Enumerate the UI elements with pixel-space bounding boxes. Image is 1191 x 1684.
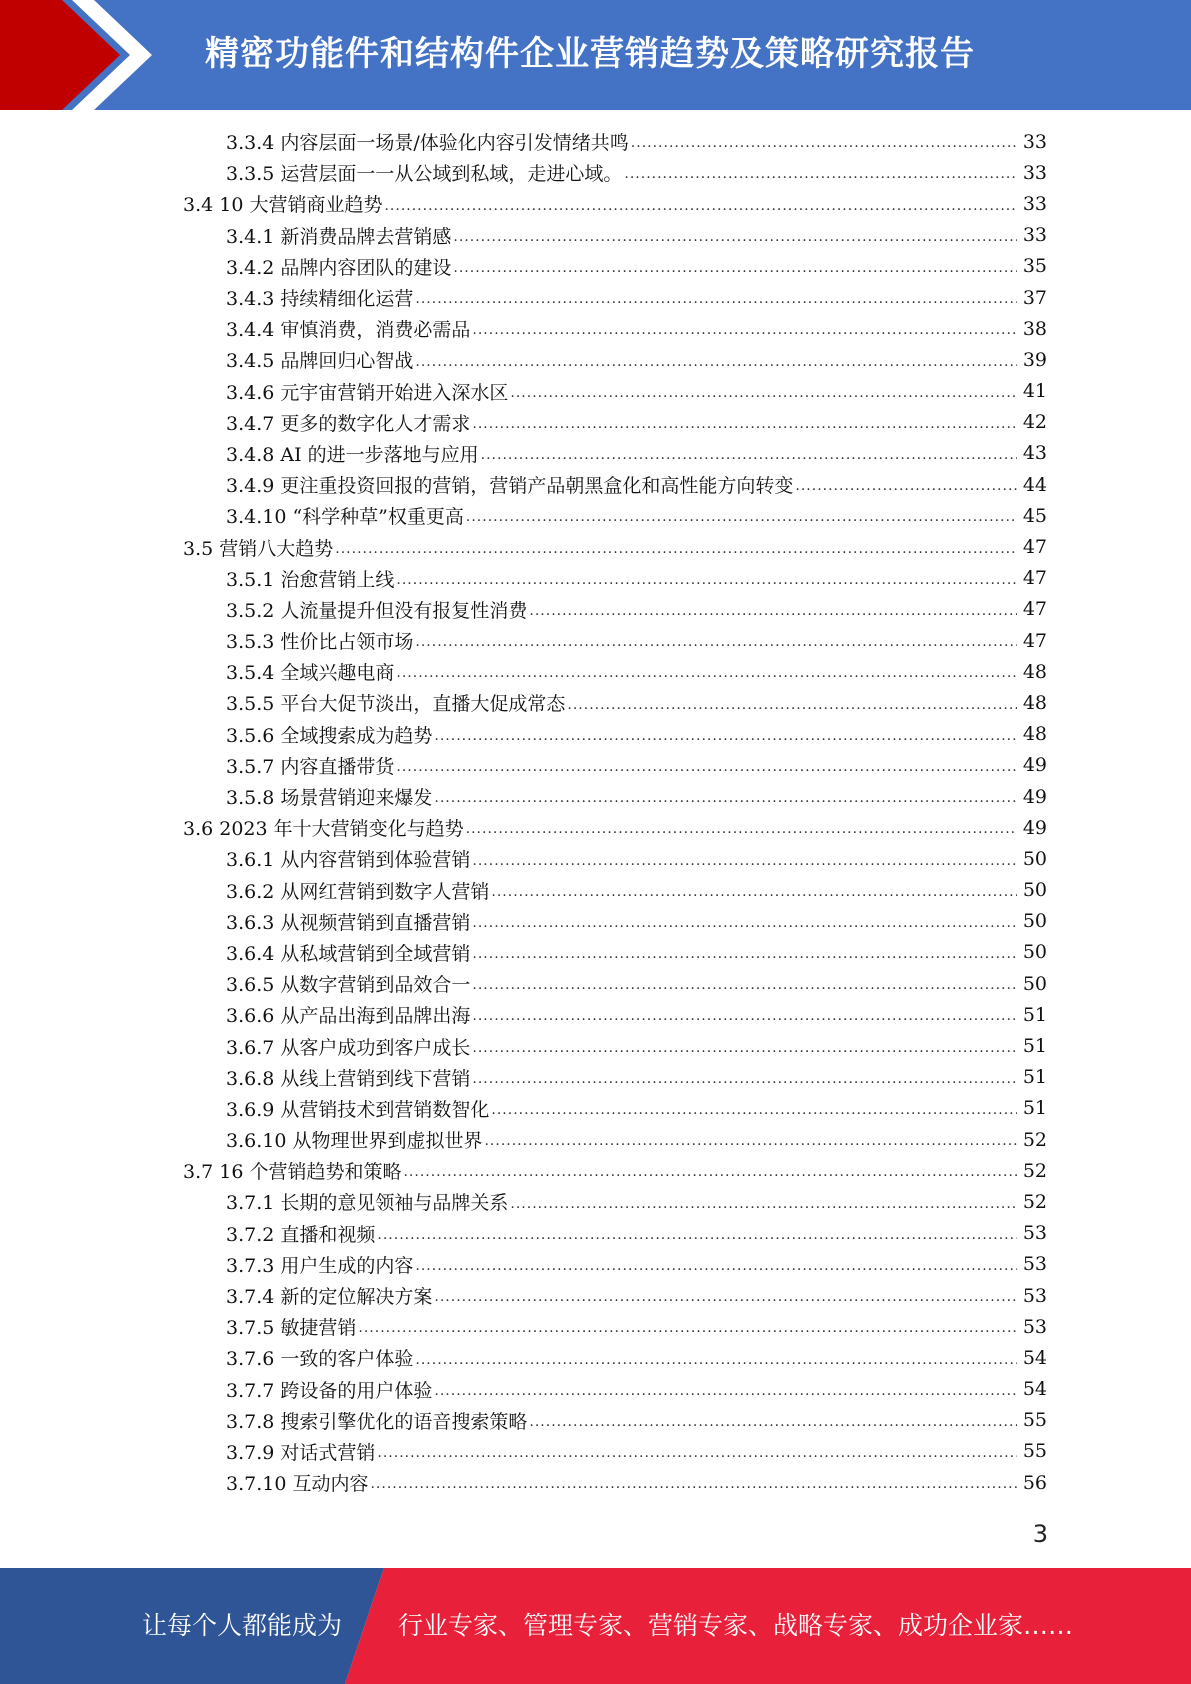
- toc-leader-dots: [453, 229, 1017, 245]
- toc-leader-dots: [529, 603, 1017, 619]
- toc-leader-dots: [472, 946, 1017, 962]
- footer-slogan: 让每个人都能成为: [142, 1611, 343, 1640]
- toc-entry[interactable]: [0, 563, 1191, 594]
- page-number: 3: [1032, 1520, 1048, 1548]
- toc-entry-page: 47: [1022, 536, 1047, 559]
- toc-entry[interactable]: [0, 438, 1191, 469]
- toc-entry-page: 51: [1022, 1097, 1047, 1120]
- toc-entry-page: 50: [1022, 910, 1047, 933]
- toc-entry-title: 3.5.1 治愈营销上线: [226, 568, 395, 591]
- toc-entry[interactable]: [0, 157, 1191, 188]
- toc-entry[interactable]: [0, 937, 1191, 968]
- toc-entry[interactable]: [0, 781, 1191, 812]
- toc-entry-page: 50: [1022, 941, 1047, 964]
- toc-entry[interactable]: [0, 1311, 1191, 1342]
- toc-entry[interactable]: [0, 1280, 1191, 1311]
- toc-leader-dots: [466, 821, 1017, 837]
- toc-entry-title: 3.5.5 平台大促节淡出，直播大促成常态: [226, 693, 566, 716]
- toc-entry-title: 3.7.8 搜索引擎优化的语音搜索策略: [226, 1410, 528, 1433]
- toc-entry[interactable]: [0, 251, 1191, 282]
- toc-entry-page: 51: [1022, 1003, 1047, 1026]
- toc-entry[interactable]: [0, 1062, 1191, 1093]
- toc-entry[interactable]: [0, 968, 1191, 999]
- toc-entry[interactable]: [0, 843, 1191, 874]
- toc-leader-dots: [466, 509, 1017, 525]
- toc-entry-page: 39: [1022, 348, 1047, 371]
- toc-entry-title: 3.7.6 一致的客户体验: [226, 1348, 414, 1371]
- toc-entry-page: 53: [1022, 1253, 1047, 1276]
- toc-entry-title: 3.4.8 AI 的进一步落地与应用: [226, 443, 479, 466]
- toc-entry-title: 3.5.3 性价比占领市场: [226, 631, 414, 654]
- toc-entry-title: 3.7.7 跨设备的用户体验: [226, 1379, 433, 1402]
- toc-entry-page: 54: [1022, 1346, 1047, 1369]
- toc-leader-dots: [434, 1383, 1017, 1399]
- toc-entry-title: 3.4 10 大营销商业趋势: [183, 194, 383, 217]
- toc-entry[interactable]: [0, 1374, 1191, 1405]
- toc-leader-dots: [377, 1227, 1017, 1243]
- toc-entry-page: 50: [1022, 972, 1047, 995]
- toc-entry-page: 33: [1022, 130, 1047, 153]
- toc-entry[interactable]: [0, 1342, 1191, 1373]
- toc-entry-page: 51: [1022, 1035, 1047, 1058]
- toc-entry[interactable]: [0, 188, 1191, 219]
- toc-entry-page: 43: [1022, 442, 1047, 465]
- toc-entry-title: 3.7.10 互动内容: [226, 1473, 369, 1496]
- toc-leader-dots: [472, 977, 1017, 993]
- toc-leader-dots: [510, 385, 1017, 401]
- toc-entry[interactable]: [0, 1249, 1191, 1280]
- toc-entry[interactable]: [0, 656, 1191, 687]
- toc-leader-dots: [396, 759, 1017, 775]
- toc-leader-dots: [434, 790, 1017, 806]
- toc-entry-title: 3.5.8 场景营销迎来爆发: [226, 787, 433, 810]
- toc-leader-dots: [384, 198, 1017, 214]
- toc-leader-dots: [472, 1071, 1017, 1087]
- toc-entry[interactable]: [0, 1030, 1191, 1061]
- footer-banner: [0, 1568, 1191, 1684]
- toc-entry-page: 52: [1022, 1159, 1047, 1182]
- toc-entry-title: 3.5.6 全域搜索成为趋势: [226, 724, 433, 747]
- toc-entry-page: 38: [1022, 317, 1047, 340]
- toc-leader-dots: [491, 884, 1017, 900]
- toc-leader-dots: [415, 634, 1017, 650]
- toc-entry-page: 49: [1022, 754, 1047, 777]
- toc-entry-page: 48: [1022, 691, 1047, 714]
- toc-entry-title: 3.6.6 从产品出海到品牌出海: [226, 1005, 471, 1028]
- toc-entry-title: 3.7.5 敏捷营销: [226, 1317, 357, 1340]
- toc-entry-title: 3.6.3 从视频营销到直播营销: [226, 911, 471, 934]
- toc-entry-page: 51: [1022, 1066, 1047, 1089]
- toc-entry[interactable]: [0, 594, 1191, 625]
- toc-leader-dots: [396, 665, 1017, 681]
- toc-entry-page: 35: [1022, 255, 1047, 278]
- toc-entry-page: 45: [1022, 504, 1047, 527]
- toc-entry[interactable]: [0, 999, 1191, 1030]
- toc-leader-dots: [484, 1133, 1017, 1149]
- toc-entry-title: 3.7.1 长期的意见领袖与品牌关系: [226, 1192, 509, 1215]
- toc-entry-page: 56: [1022, 1471, 1047, 1494]
- toc-leader-dots: [567, 697, 1017, 713]
- toc-entry-page: 55: [1022, 1440, 1047, 1463]
- toc-entry-page: 54: [1022, 1378, 1047, 1401]
- toc-entry[interactable]: [0, 531, 1191, 562]
- toc-leader-dots: [358, 1320, 1017, 1336]
- toc-leader-dots: [335, 541, 1017, 557]
- toc-entry-page: 55: [1022, 1409, 1047, 1432]
- toc-entry-title: 3.6.1 从内容营销到体验营销: [226, 849, 471, 872]
- toc-entry-title: 3.5 营销八大趋势: [183, 537, 334, 560]
- toc-entry-page: 48: [1022, 660, 1047, 683]
- toc-leader-dots: [415, 1352, 1017, 1368]
- toc-entry[interactable]: [0, 906, 1191, 937]
- toc-entry[interactable]: [0, 812, 1191, 843]
- toc-leader-dots: [624, 166, 1017, 182]
- toc-entry-page: 44: [1022, 473, 1047, 496]
- toc-entry-title: 3.6 2023 年十大营销变化与趋势: [183, 818, 464, 841]
- toc-entry-title: 3.7.3 用户生成的内容: [226, 1254, 414, 1277]
- toc-entry-title: 3.4.3 持续精细化运营: [226, 288, 414, 311]
- toc-leader-dots: [370, 1476, 1017, 1492]
- toc-leader-dots: [795, 478, 1017, 494]
- toc-entry[interactable]: [0, 126, 1191, 157]
- toc-entry[interactable]: [0, 1218, 1191, 1249]
- toc-entry-page: 33: [1022, 192, 1047, 215]
- toc-entry[interactable]: [0, 376, 1191, 407]
- toc-entry[interactable]: [0, 469, 1191, 500]
- toc-entry-page: 52: [1022, 1190, 1047, 1213]
- toc-leader-dots: [396, 572, 1017, 588]
- toc-leader-dots: [631, 135, 1017, 151]
- toc-entry[interactable]: [0, 1093, 1191, 1124]
- toc-entry-title: 3.4.4 审慎消费，消费必需品: [226, 319, 471, 342]
- toc-leader-dots: [415, 1258, 1017, 1274]
- table-of-contents: [0, 126, 1191, 1498]
- toc-entry-title: 3.7 16 个营销趋势和策略: [183, 1161, 402, 1184]
- toc-entry-title: 3.5.2 人流量提升但没有报复性消费: [226, 599, 528, 622]
- toc-entry[interactable]: [0, 1124, 1191, 1155]
- toc-leader-dots: [434, 1289, 1017, 1305]
- toc-entry-title: 3.6.4 从私域营销到全域营销: [226, 942, 471, 965]
- toc-entry-title: 3.4.1 新消费品牌去营销感: [226, 225, 452, 248]
- toc-entry-title: 3.6.5 从数字营销到品效合一: [226, 974, 471, 997]
- toc-leader-dots: [403, 1164, 1017, 1180]
- toc-entry-title: 3.4.7 更多的数字化人才需求: [226, 412, 471, 435]
- toc-entry-page: 48: [1022, 723, 1047, 746]
- toc-entry-title: 3.7.9 对话式营销: [226, 1441, 376, 1464]
- footer-expert-list: 行业专家、管理专家、营销专家、战略专家、成功企业家……: [398, 1611, 1074, 1640]
- toc-leader-dots: [472, 915, 1017, 931]
- toc-entry-page: 33: [1022, 161, 1047, 184]
- toc-entry-title: 3.6.8 从线上营销到线下营销: [226, 1067, 471, 1090]
- toc-entry-title: 3.6.10 从物理世界到虚拟世界: [226, 1130, 483, 1153]
- toc-entry-page: 50: [1022, 847, 1047, 870]
- toc-leader-dots: [415, 291, 1017, 307]
- toc-entry-title: 3.4.5 品牌回归心智战: [226, 350, 414, 373]
- toc-entry-title: 3.3.5 运营层面一一从公域到私域，走进心域。: [226, 163, 623, 186]
- toc-entry-page: 33: [1022, 224, 1047, 247]
- toc-entry-page: 42: [1022, 411, 1047, 434]
- toc-leader-dots: [472, 1040, 1017, 1056]
- header-banner: [0, 0, 1191, 110]
- toc-entry[interactable]: [0, 1436, 1191, 1467]
- toc-entry-title: 3.4.10 “科学种草”权重更高: [226, 506, 464, 529]
- toc-entry[interactable]: [0, 687, 1191, 718]
- toc-entry-title: 3.6.2 从网红营销到数字人营销: [226, 880, 490, 903]
- toc-entry[interactable]: [0, 1405, 1191, 1436]
- toc-entry[interactable]: [0, 625, 1191, 656]
- toc-entry-page: 47: [1022, 598, 1047, 621]
- toc-entry[interactable]: [0, 750, 1191, 781]
- toc-entry[interactable]: [0, 313, 1191, 344]
- toc-leader-dots: [529, 1414, 1017, 1430]
- toc-entry[interactable]: [0, 1155, 1191, 1186]
- toc-entry-page: 49: [1022, 785, 1047, 808]
- toc-leader-dots: [510, 1196, 1017, 1212]
- toc-entry-page: 49: [1022, 816, 1047, 839]
- toc-entry-page: 37: [1022, 286, 1047, 309]
- toc-entry[interactable]: [0, 1467, 1191, 1498]
- toc-leader-dots: [481, 447, 1017, 463]
- toc-leader-dots: [377, 1445, 1017, 1461]
- toc-entry[interactable]: [0, 1186, 1191, 1217]
- toc-entry[interactable]: [0, 875, 1191, 906]
- toc-entry-title: 3.4.9 更注重投资回报的营销，营销产品朝黑盒化和高性能方向转变: [226, 475, 794, 498]
- toc-entry[interactable]: [0, 344, 1191, 375]
- toc-entry-page: 53: [1022, 1222, 1047, 1245]
- toc-entry-title: 3.7.2 直播和视频: [226, 1223, 376, 1246]
- toc-entry-title: 3.6.9 从营销技术到营销数智化: [226, 1098, 490, 1121]
- toc-entry-title: 3.4.2 品牌内容团队的建设: [226, 256, 452, 279]
- toc-entry-page: 53: [1022, 1284, 1047, 1307]
- toc-entry-title: 3.7.4 新的定位解决方案: [226, 1286, 433, 1309]
- toc-entry-title: 3.5.4 全域兴趣电商: [226, 662, 395, 685]
- toc-leader-dots: [453, 260, 1017, 276]
- toc-leader-dots: [472, 853, 1017, 869]
- toc-entry[interactable]: [0, 282, 1191, 313]
- toc-entry-title: 3.6.7 从客户成功到客户成长: [226, 1036, 471, 1059]
- toc-entry-title: 3.5.7 内容直播带货: [226, 755, 395, 778]
- toc-entry[interactable]: [0, 719, 1191, 750]
- toc-leader-dots: [472, 322, 1017, 338]
- toc-leader-dots: [415, 354, 1017, 370]
- toc-entry-page: 53: [1022, 1315, 1047, 1338]
- toc-leader-dots: [434, 728, 1017, 744]
- toc-entry[interactable]: [0, 500, 1191, 531]
- toc-entry[interactable]: [0, 407, 1191, 438]
- toc-entry-page: 47: [1022, 567, 1047, 590]
- toc-entry-title: 3.3.4 内容层面一场景/体验化内容引发情绪共鸣: [226, 132, 629, 155]
- toc-entry-page: 41: [1022, 380, 1047, 403]
- toc-entry-title: 3.4.6 元宇宙营销开始进入深水区: [226, 381, 509, 404]
- toc-entry-page: 47: [1022, 629, 1047, 652]
- document-title: 精密功能件和结构件企业营销趋势及策略研究报告: [205, 34, 975, 74]
- toc-leader-dots: [491, 1102, 1017, 1118]
- toc-entry-page: 50: [1022, 879, 1047, 902]
- toc-entry[interactable]: [0, 220, 1191, 251]
- toc-entry-page: 52: [1022, 1128, 1047, 1151]
- toc-leader-dots: [472, 416, 1017, 432]
- toc-leader-dots: [472, 1008, 1017, 1024]
